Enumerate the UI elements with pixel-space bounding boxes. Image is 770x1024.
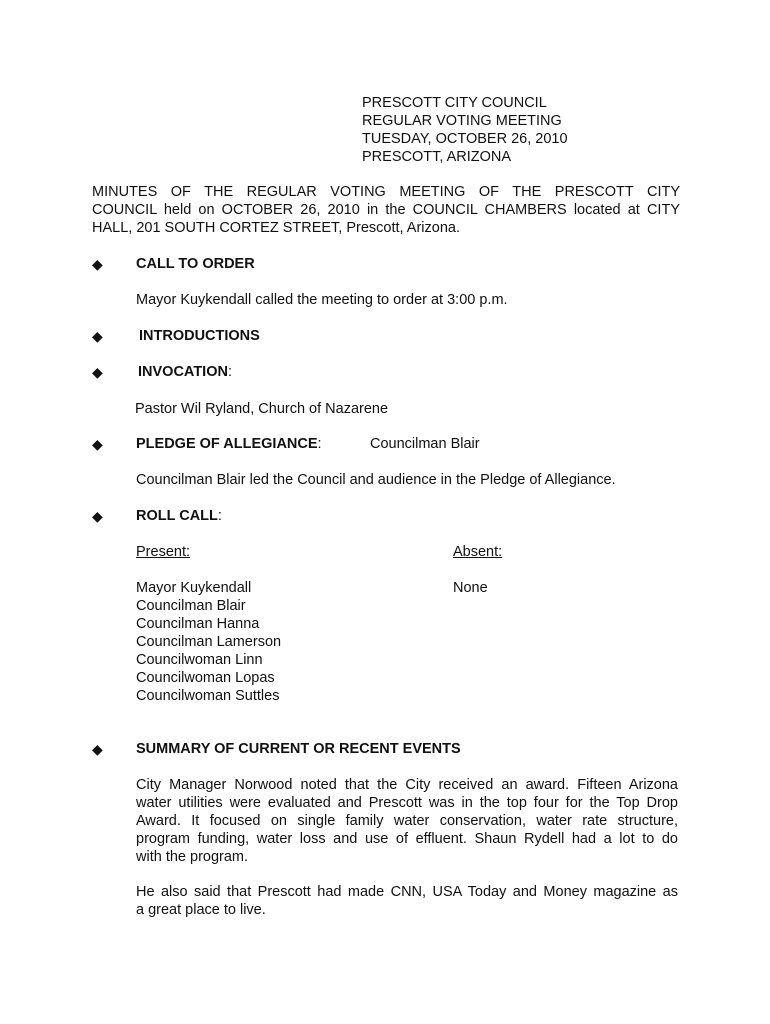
present-member: Councilman Blair [136,598,246,614]
bullet-diamond-icon: ◆ [92,364,103,380]
present-member: Councilman Hanna [136,616,260,632]
present-member: Councilwoman Suttles [136,688,280,704]
header-line-date: TUESDAY, OCTOBER 26, 2010 [362,131,568,147]
summary-p1-line: program funding, water loss and use of effluent. Shaun Rydell had a lot to do [136,831,678,847]
section-heading-invocation-row [138,363,232,381]
invocation-text: Pastor Wil Ryland, Church of Nazarene [135,401,389,417]
present-member: Mayor Kuykendall [136,580,252,596]
call-to-order-text: Mayor Kuykendall called the meeting to order at 3:00 p.m. [136,292,508,308]
section-heading-roll-call-row [136,507,222,525]
present-label: Present: [136,544,190,560]
intro-line-1: MINUTES OF THE REGULAR VOTING MEETING OF THE PRESCOTT CITY [92,184,680,200]
intro-line-3: HALL, 201 SOUTH CORTEZ STREET, Prescott, Arizona. [92,220,460,236]
present-member: Councilman Lamerson [136,634,282,650]
bullet-diamond-icon: ◆ [92,328,103,344]
present-member: Councilwoman Lopas [136,670,275,686]
bullet-diamond-icon: ◆ [92,256,103,272]
header-line-meeting-type: REGULAR VOTING MEETING [362,113,562,129]
present-list [136,579,281,705]
section-heading-call-to-order: CALL TO ORDER [136,256,255,272]
section-heading-summary: SUMMARY OF CURRENT OR RECENT EVENTS [136,741,461,757]
summary-paragraph-1 [136,776,678,866]
summary-p1-line: Award. It focused on single family water conservation, water rate structure, [136,813,678,829]
document-header [362,94,662,166]
roll-call-colon: : [217,508,222,524]
section-heading-invocation: INVOCATION [138,364,228,380]
section-heading-introductions: INTRODUCTIONS [139,328,260,344]
summary-paragraph-2 [136,883,678,919]
section-heading-pledge-row [136,435,322,453]
summary-p2-line: He also said that Prescott had made CNN, USA Today and Money magazine as [136,884,678,900]
summary-p1-line: water utilities were evaluated and Prescott was in the top four for the Top Drop [136,795,678,811]
absent-member: None [453,580,488,596]
summary-p1-line: City Manager Norwood noted that the City received an award. Fifteen Arizona [136,777,678,793]
bullet-diamond-icon: ◆ [92,436,103,452]
section-heading-roll-call: ROLL CALL [136,508,218,524]
summary-p2-line: a great place to live. [136,902,266,918]
absent-label: Absent: [453,544,503,560]
pledge-text: Councilman Blair led the Council and audience in the Pledge of Allegiance. [136,472,616,488]
section-heading-pledge: PLEDGE OF ALLEGIANCE [136,436,318,452]
present-member: Councilwoman Linn [136,652,263,668]
absent-list [453,579,488,597]
intro-line-2: COUNCIL held on OCTOBER 26, 2010 in the COUNCIL CHAMBERS located at CITY [92,202,680,218]
intro-paragraph [92,183,680,237]
invocation-colon: : [227,364,232,380]
summary-p1-line: with the program. [136,849,249,865]
header-line-location: PRESCOTT, ARIZONA [362,149,512,165]
pledge-leader: Councilman Blair [370,436,480,452]
bullet-diamond-icon: ◆ [92,508,103,524]
pledge-colon: : [317,436,322,452]
header-line-council: PRESCOTT CITY COUNCIL [362,95,547,111]
bullet-diamond-icon: ◆ [92,741,103,757]
